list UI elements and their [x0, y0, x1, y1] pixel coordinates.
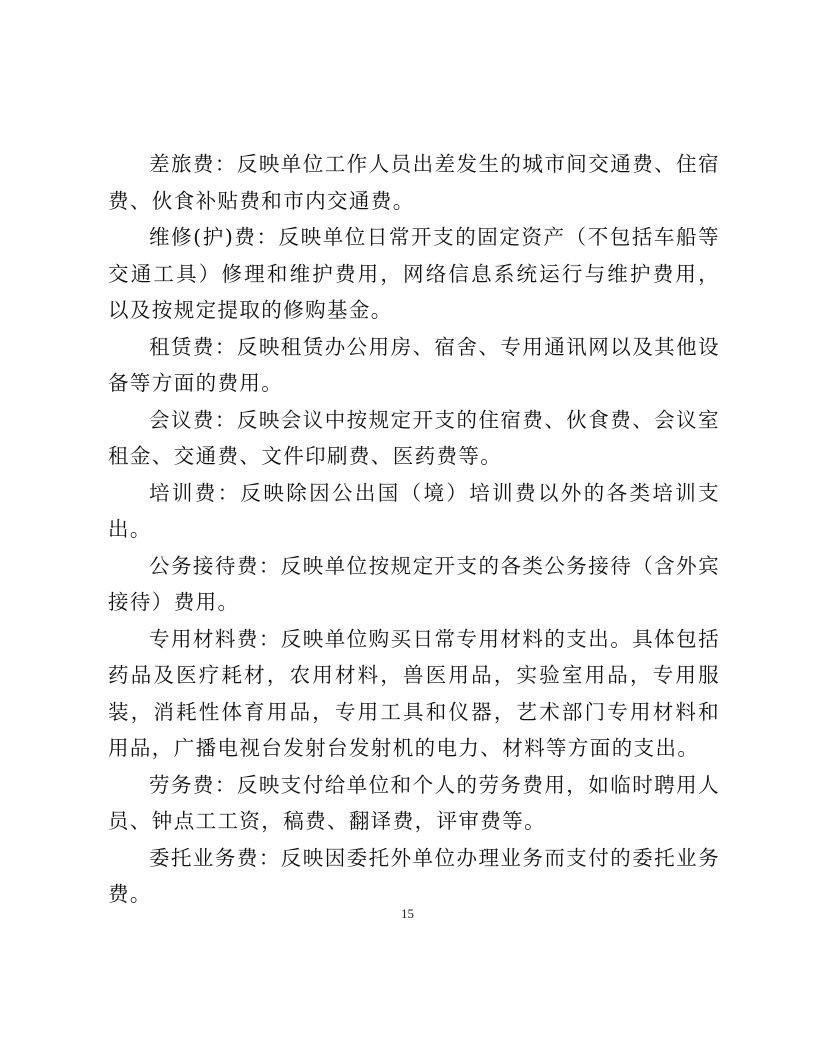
page-number: 15 — [401, 906, 414, 921]
paragraph-training-expense: 培训费：反映除因公出国（境）培训费以外的各类培训支出。 — [108, 480, 720, 541]
paragraph-rental-expense: 租赁费：反映租赁办公用房、宿舍、专用通讯网以及其他设备等方面的费用。 — [108, 334, 720, 395]
body-text — [108, 146, 720, 913]
paragraph-labor-expense: 劳务费：反映支付给单位和个人的劳务费用，如临时聘用人员、钟点工工资，稿费、翻译费，评审费等。 — [108, 772, 720, 833]
paragraph-travel-expense: 差旅费：反映单位工作人员出差发生的城市间交通费、住宿费、伙食补贴费和市内交通费。 — [108, 152, 720, 213]
paragraph-reception-expense: 公务接待费：反映单位按规定开支的各类公务接待（含外宾接待）费用。 — [108, 553, 720, 614]
paragraph-meeting-expense: 会议费：反映会议中按规定开支的住宿费、伙食费、会议室租金、交通费、文件印刷费、医药费等。 — [108, 407, 720, 468]
paragraph-maintenance-expense: 维修(护)费：反映单位日常开支的固定资产（不包括车船等交通工具）修理和维护费用，网络信息系统运行与维护费用，以及按规定提取的修购基金。 — [108, 225, 720, 322]
paragraph-special-materials-expense: 专用材料费：反映单位购买日常专用材料的支出。具体包括药品及医疗耗材，农用材料，兽医用品，实验室用品，专用服装，消耗性体育用品，专用工具和仪器，艺术部门专用材料和用品，广播电视台发射台发射机的电力、材料等方面的支出。 — [108, 626, 720, 760]
paragraph-commissioned-services-expense: 委托业务费：反映因委托外单位办理业务而支付的委托业务费。 — [108, 845, 720, 906]
